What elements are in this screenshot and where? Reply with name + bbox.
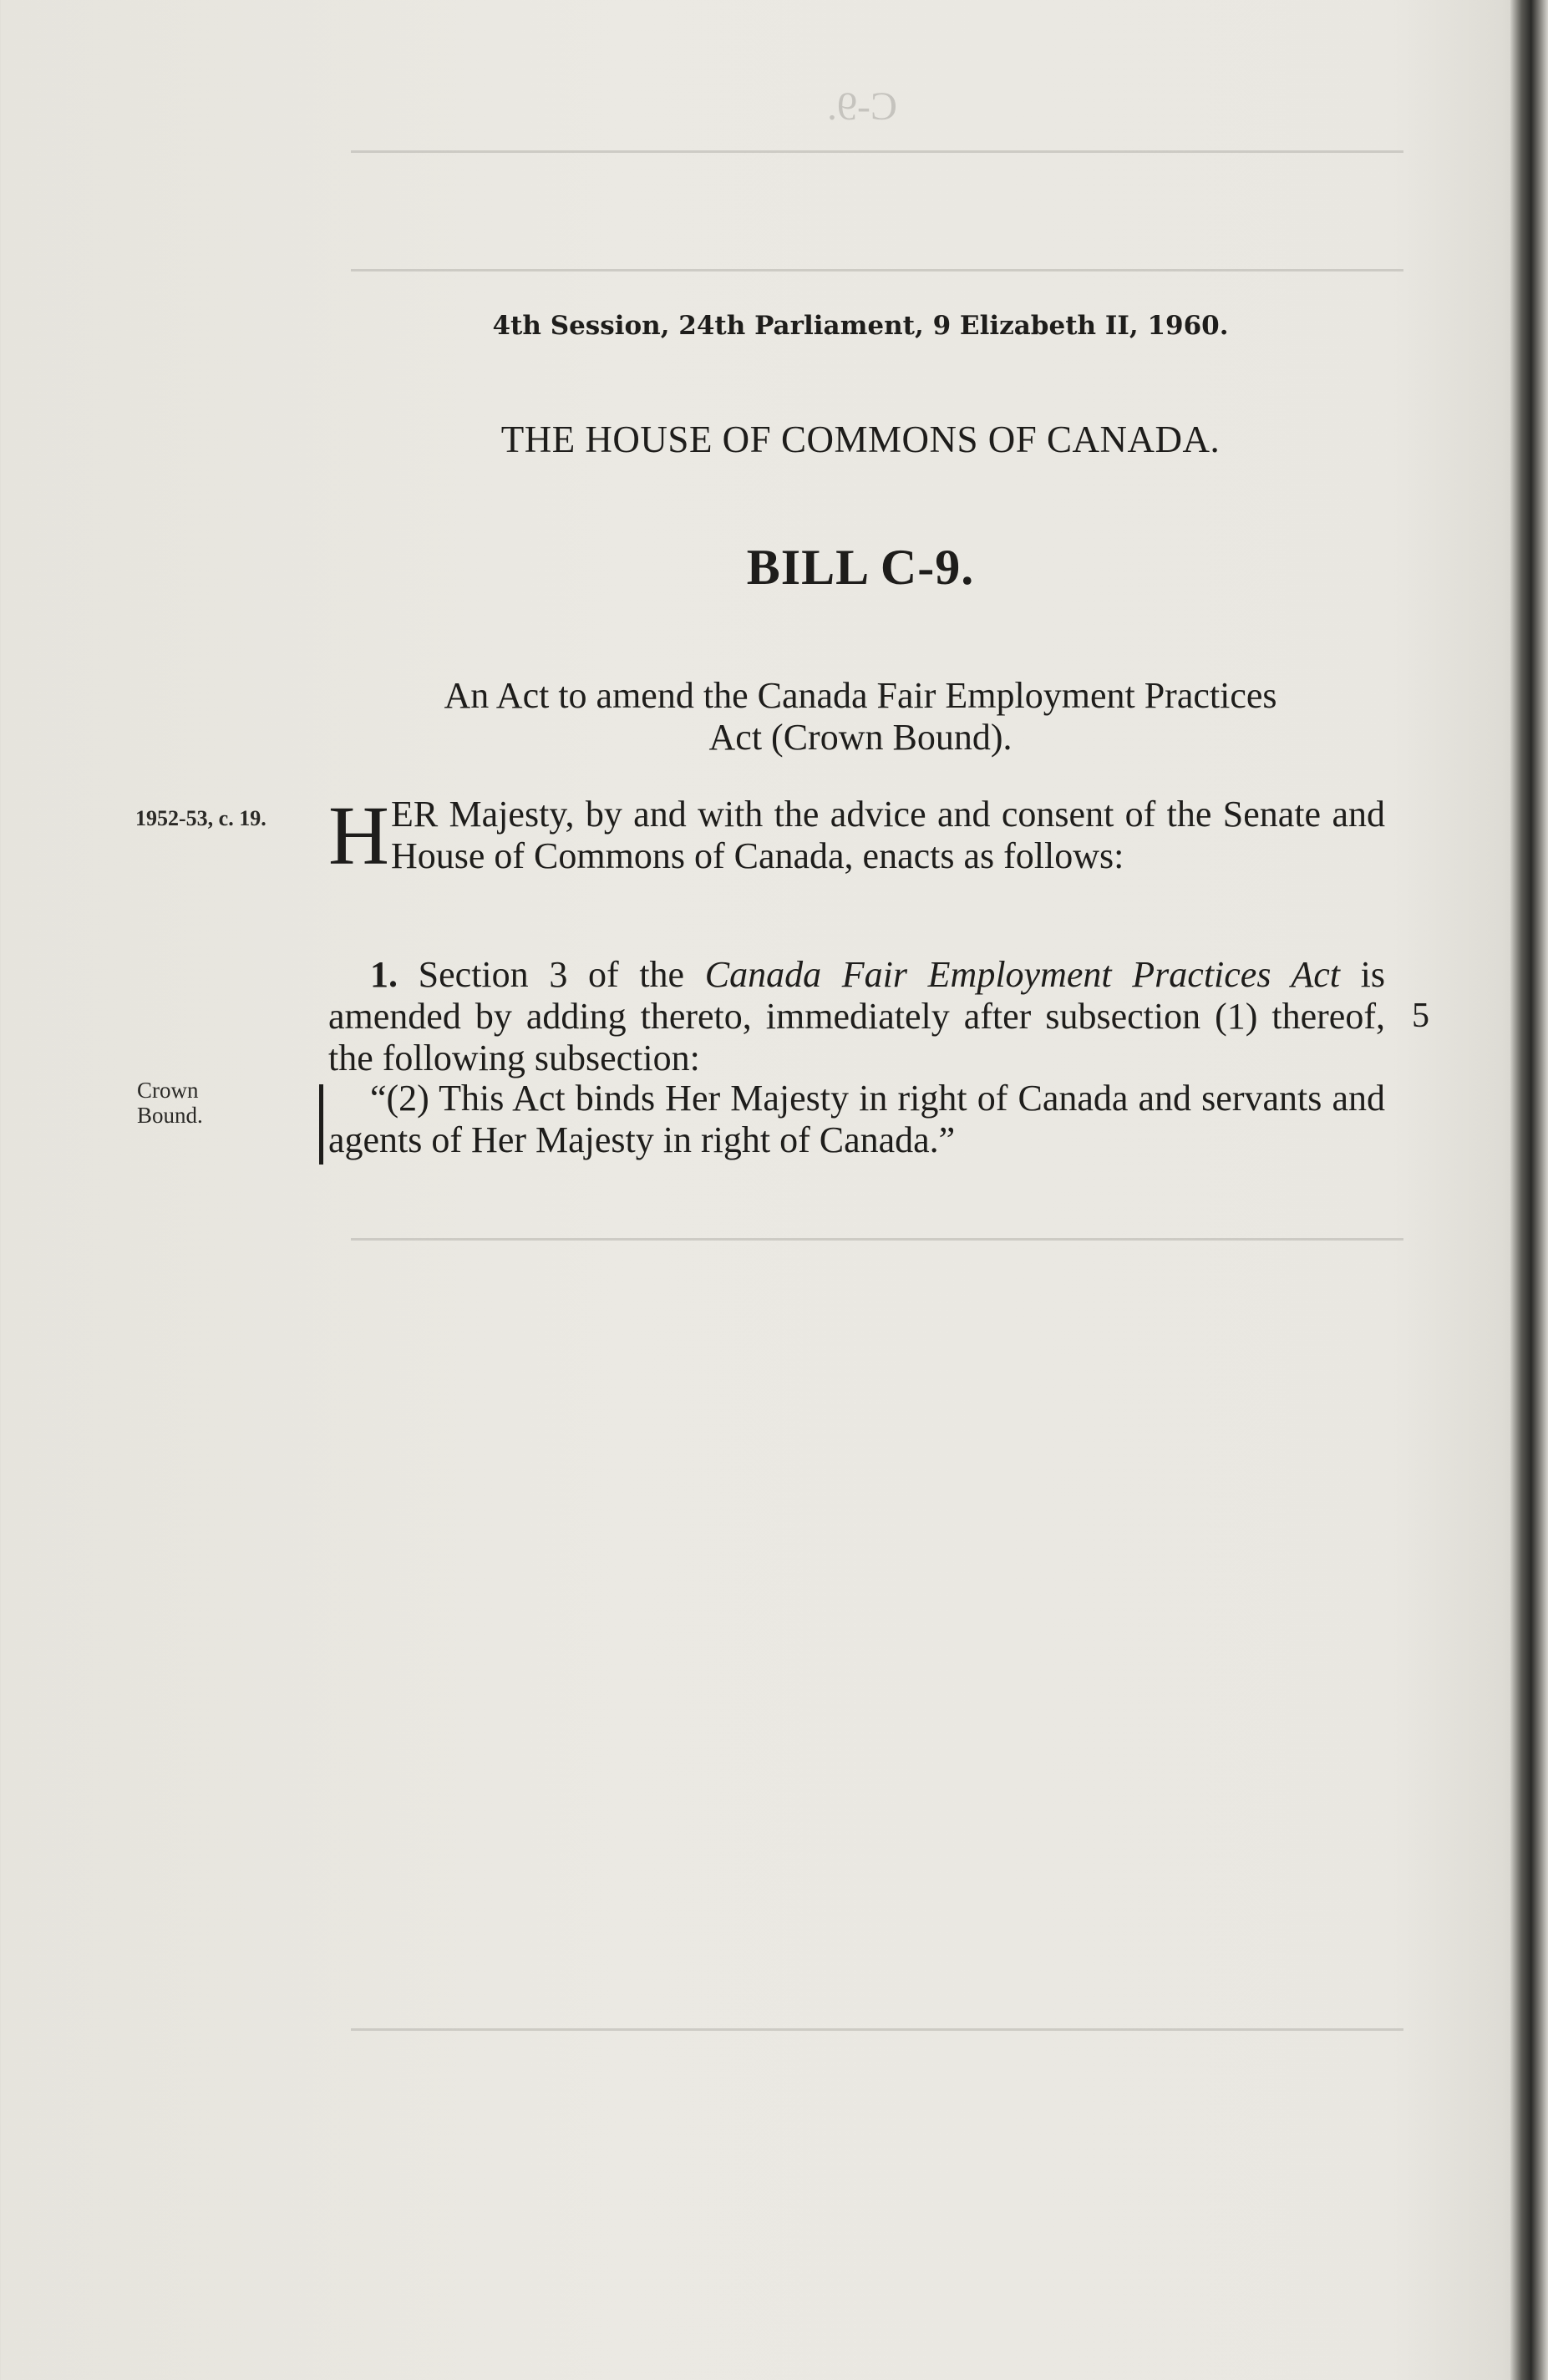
margin-note-crown-bound	[137, 1078, 203, 1128]
binding-spine	[1510, 0, 1548, 2380]
act-name: Canada Fair Employment Practices Act	[704, 954, 1340, 995]
section-1	[328, 954, 1385, 1079]
bill-title-line: Act (Crown Bound).	[708, 717, 1013, 758]
line-number: 5	[1412, 997, 1429, 1035]
enacting-clause-text: ER Majesty, by and with the advice and consent of the Senate and House of Commons of Canada, enacts as follows:	[390, 794, 1385, 876]
show-through-header: C-9.	[827, 84, 897, 129]
subsection-2: “(2) This Act binds Her Majesty in right of Canada and servants and agents of Her Majesty in right of Canada.”	[328, 1078, 1385, 1160]
session-line: 4th Session, 24th Parliament, 9 Elizabeth II, 1960.	[492, 311, 1229, 341]
section-text: Section 3 of the	[398, 954, 705, 995]
section-text: is amended by adding thereto, immediately after subsection (1) thereof, the following subsection:	[328, 954, 1385, 1078]
drop-cap: H	[328, 789, 389, 882]
bill-title-line: An Act to amend the Canada Fair Employment Practices	[444, 675, 1277, 716]
show-through-rule	[351, 2028, 1403, 2031]
bill-title	[0, 675, 1548, 759]
enacting-clause	[328, 789, 1385, 882]
amendment-bar	[319, 1084, 323, 1165]
show-through-rule	[351, 1238, 1403, 1241]
margin-citation: 1952-53, c. 19.	[135, 806, 266, 830]
show-through-rule	[351, 150, 1403, 153]
section-number: 1.	[370, 954, 398, 995]
bill-number: BILL C-9.	[746, 540, 975, 595]
margin-note-line: Bound.	[137, 1103, 203, 1128]
margin-note-line: Crown	[137, 1078, 199, 1103]
show-through-rule	[351, 269, 1403, 271]
house-title: THE HOUSE OF COMMONS OF CANADA.	[500, 419, 1221, 460]
